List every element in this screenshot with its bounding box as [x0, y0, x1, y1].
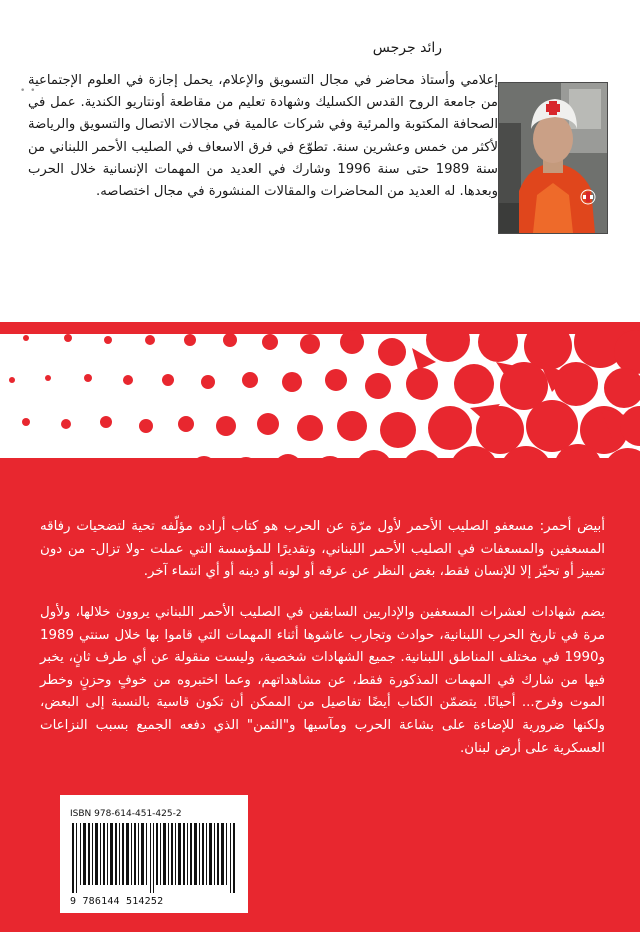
author-name: رائد جرجس	[372, 40, 442, 56]
blurb-paragraph-2: يضم شهادات لعشرات المسعفين والإداريين السابقين في الصليب الأحمر اللبناني يروون خلالها، ولأول مرة في تاريخ الحرب اللبنانية، حوادث وتجارب عاشوها أثناء المهمات التي قاموا بها خلال سنتي 1989 و1990 في مختلف المناطق اللبنانية. جميع الشهادات شخصية، وليست منقولة عن أي طرف ثانٍ، يخبر فيها من شارك في المهمات المذكورة فقط، عن مشاهداتهم، وعما اختبروه من خوفٍ وحزنٍ وخطر الموت وفرح... أحيانًا. يتضمّن الكتاب أيضًا تفاصيل من الممكن أن تكون قاسية بالنسبة إلى البعض، ولكنها ضرورية للإضاءة على بشاعة الحرب ومآسيها و"الثمن" الذي دفعه الجميع بسبب النزاعات العسكرية على أرض لبنان.	[40, 605, 605, 756]
isbn-label: ISBN 978-614-451-425-2	[70, 809, 182, 819]
author-photo	[498, 82, 608, 234]
decorative-dots: • •	[20, 86, 37, 96]
isbn-digits: 9 786144 514252	[70, 896, 164, 907]
barcode-icon	[70, 823, 238, 893]
author-portrait-icon	[499, 83, 607, 233]
author-bio: إعلامي وأستاذ محاضر في مجال التسويق والإعلام، يحمل إجازة في العلوم الإجتماعية من جامعة الروح القدس الكسليك وشهادة تعليم من مقاطعة أونتاريو الكندية. عمل في الصحافة المكتوبة والمرئية وفي شركات عالمية في مجالات الاتصال والتسويق والرياضة لأكثر من خمس وعشرين سنة. تطوّع في فرق الاسعاف في الصليب الأحمر اللبناني من سنة 1989 حتى سنة 1996 وشارك في العديد من المهمات الإنسانية خلال الحرب وبعدها. له العديد من المحاضرات والمقالات المنشورة في مجال اختصاصه.	[28, 73, 498, 200]
blurb-paragraph-1: أبيض أحمر: مسعفو الصليب الأحمر لأول مرّة عن الحرب هو كتاب أراده مؤلّفه تحية لتضحيات رفاقه المسعفين والمسعفات في الصليب الأحمر اللبناني، وتقديرًا للمؤسسة التي عملت -ولا تزال- من دون تمييز أو تحيّز إلا للإنسان فقط، بغض النظر عن عرقه أو لونه أو دينه أو أي انتماء آخر.	[40, 519, 605, 580]
isbn-barcode-box	[60, 795, 248, 913]
